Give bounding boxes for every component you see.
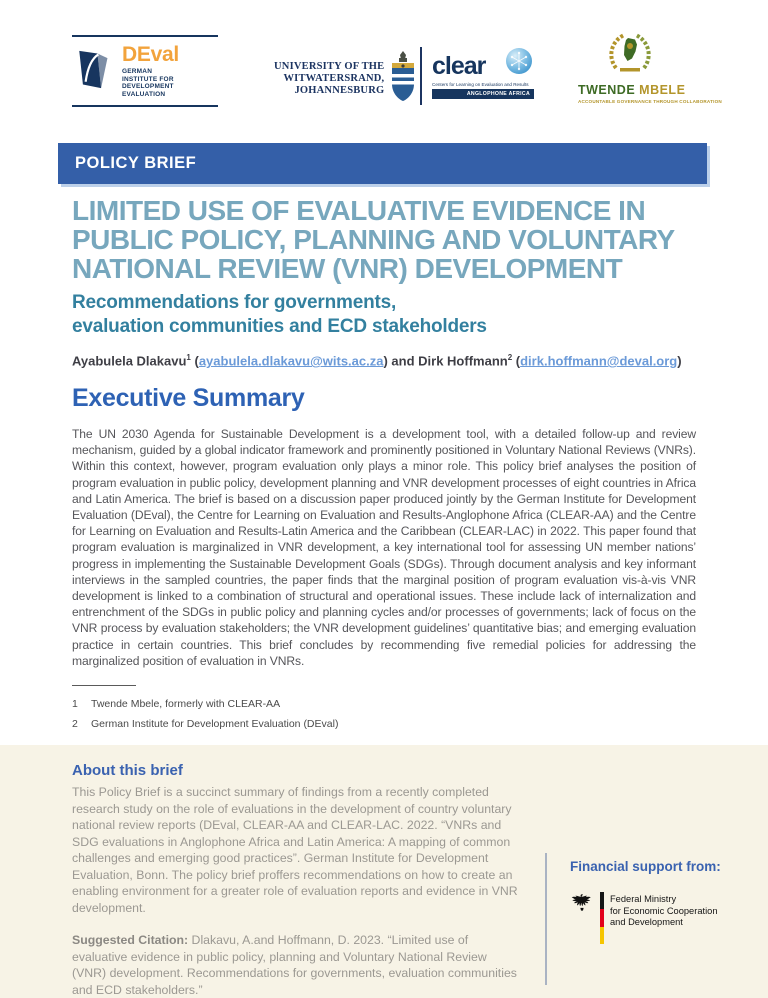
wits-logo bbox=[274, 50, 416, 107]
page-title bbox=[72, 196, 752, 283]
twende-wordmark: TWENDE MBELE bbox=[578, 83, 686, 97]
twende-tagline: ACCOUNTABLE GOVERNANCE THROUGH COLLABORATION bbox=[578, 99, 722, 104]
bmz-logo bbox=[570, 892, 752, 944]
author-1-email-link[interactable]: ayabulela.dlakavu@wits.ac.za bbox=[198, 353, 384, 369]
page-subtitle bbox=[72, 291, 487, 339]
footnote-item bbox=[72, 694, 696, 714]
about-brief-heading: About this brief bbox=[72, 762, 183, 779]
citation-label: Suggested Citation: bbox=[72, 933, 189, 947]
executive-summary-heading: Executive Summary bbox=[72, 384, 305, 412]
footnote-number: 2 bbox=[72, 718, 78, 731]
footer-panel bbox=[0, 745, 768, 998]
deval-wordmark: DEval bbox=[122, 43, 179, 66]
footnote-divider bbox=[72, 685, 136, 686]
bmz-ministry-name: Federal Ministry for Economic Cooperation and Development bbox=[610, 894, 718, 927]
clear-region-bar: ANGLOPHONE AFRICA bbox=[432, 89, 534, 99]
footnote-item bbox=[72, 714, 696, 734]
author-2-footnote-ref: 2 bbox=[507, 353, 513, 362]
title-line-2: PUBLIC POLICY, PLANNING AND VOLUNTARY bbox=[72, 224, 675, 255]
author-2-email-link[interactable]: dirk.hoffmann@deval.org bbox=[520, 353, 678, 369]
financial-support-section bbox=[570, 859, 752, 944]
deval-text bbox=[122, 44, 179, 98]
authors-line: Ayabulela Dlakavu$^1$ (ayabulela.dlakavu@wits.ac.za) and Dirk Hoffmann$^2$ (dirk.hoffmann@deval.org) bbox=[72, 353, 682, 369]
policy-brief-banner: POLICY BRIEF bbox=[58, 143, 707, 184]
clear-logo bbox=[432, 53, 534, 99]
author-1-name: Ayabulela Dlakavu bbox=[72, 353, 187, 369]
twende-wreath-icon bbox=[604, 63, 656, 80]
about-brief-body: This Policy Brief is a succinct summary of findings from a recently completed research study on the role of evaluations in the development of country voluntary national review reports (DEval, CLEAR-AA and CLEAR-LAC. 2022. “VNRs and SDG evaluations in Anglophone Africa and Latin America: A mapping of common challenges and emerging good practices”. German Institute for Development Evaluation, Bonn. The policy brief proffers recommendations on how to create an enabling environment for a greater role of evaluation reports and evidence in VNR development. bbox=[72, 785, 518, 915]
footnote-number: 1 bbox=[72, 698, 78, 711]
wits-name: UNIVERSITY OF THE WITWATERSRAND, JOHANNESBURG bbox=[274, 60, 385, 96]
suggested-citation bbox=[72, 932, 524, 998]
wits-shield-icon bbox=[390, 50, 416, 107]
subtitle-line-1: Recommendations for governments, bbox=[72, 292, 397, 313]
financial-support-heading: Financial support from: bbox=[570, 859, 721, 874]
title-line-3: NATIONAL REVIEW (VNR) DEVELOPMENT bbox=[72, 253, 623, 284]
author-2-name: Dirk Hoffmann bbox=[418, 353, 508, 369]
footnote-text: Twende Mbele, formerly with CLEAR-AA bbox=[91, 698, 281, 711]
title-line-1: LIMITED USE OF EVALUATIVE EVIDENCE IN bbox=[72, 195, 646, 226]
citation-text: Dlakavu, A.and Hoffmann, D. 2023. “Limited use of evaluative evidence in public policy, planning and Voluntary National Review (VNR) development. Recommendations for governments, evaluation communities and ECD stakeholders.” bbox=[72, 933, 517, 997]
federal-eagle-icon bbox=[570, 892, 594, 919]
german-flag-bar bbox=[600, 892, 604, 944]
clear-subtitle: Centers for Learning on Evaluation and Results bbox=[432, 82, 529, 87]
deval-logo bbox=[72, 35, 218, 107]
footer-vertical-divider bbox=[545, 853, 547, 985]
header-logos-divider bbox=[420, 47, 422, 105]
clear-wordmark: clear bbox=[432, 52, 486, 80]
executive-summary-section bbox=[72, 384, 696, 734]
executive-summary-body: The UN 2030 Agenda for Sustainable Development is a development tool, with a detailed follow-up and review mechanism, guided by a global indicator framework and prominently positioned in Voluntary National Reviews (VNRs). Within this context, however, program evaluation only plays a minor role. This policy brief analyses the position of program evaluation in public policy, development planning and VNR development processes of eight countries in Africa and Latin America. The brief is based on a discussion paper produced jointly by the German Institute for Development Evaluation (DEval), the Centre for Learning on Evaluation and Results-Anglophone Africa (CLEAR-AA) and the Centre for Learning on Evaluation and Results-Latin America and the Caribbean (CLEAR-LAC) in 2022. This paper found that program evaluation is marginalized in VNR development, a key international tool for assessing UN member nations’ progress in implementing the Sustainable Development Goals (SDGs). Through document analysis and key informant interviews in the sampled countries, the paper finds that the marginal position of program evaluation vis-à-vis VNR development is linked to a combination of structural and operational issues. These include lack of internalization and entrenchment of the SDGs in public policy and planning cycles and/or processes of governments; lack of focus on the VNR process by evaluation stakeholders; the VNR development guidelines’ quantitative bias; and emerging evaluation practice in certain countries. This brief concludes by recommending five remedial policies for addressing the marginalized position of evaluation in VNRs. bbox=[72, 427, 696, 668]
footnote-text: German Institute for Development Evaluation (DEval) bbox=[91, 718, 339, 731]
clear-globe-icon bbox=[506, 48, 532, 79]
about-brief-section bbox=[72, 762, 524, 998]
twende-mbele-logo bbox=[578, 30, 722, 104]
deval-subtitle: GERMAN INSTITUTE FOR DEVELOPMENT EVALUATION bbox=[122, 68, 174, 98]
subtitle-line-2: evaluation communities and ECD stakeholders bbox=[72, 316, 487, 337]
author-1-footnote-ref: 1 bbox=[186, 353, 191, 362]
deval-mark-icon bbox=[72, 46, 112, 97]
